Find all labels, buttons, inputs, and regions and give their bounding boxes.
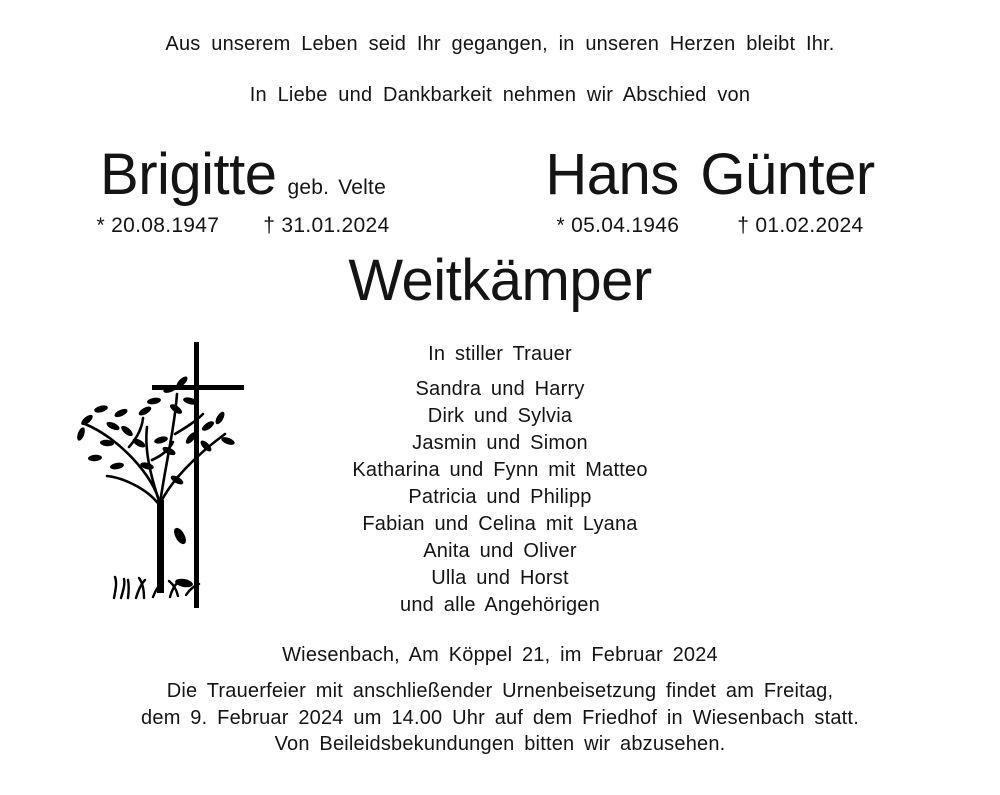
deceased-left-maiden-name: geb. Velte — [287, 176, 386, 199]
mourner-line: Sandra und Harry — [415, 378, 585, 400]
deceased-right-name: Hans Günter — [545, 142, 875, 207]
mourner-line: Fabian und Celina mit Lyana — [362, 513, 638, 535]
deceased-left-block — [78, 142, 408, 238]
address-date-line: Wiesenbach, Am Köppel 21, im Februar 2024 — [282, 644, 718, 666]
mourner-line: Dirk und Sylvia — [427, 405, 573, 427]
funeral-info — [0, 678, 1000, 731]
deceased-left-death-date: † 31.01.2024 — [263, 214, 390, 237]
deceased-right-birth-date: * 05.04.1946 — [556, 214, 680, 237]
epigraph-line: Aus unserem Leben seid Ihr gegangen, in unseren Herzen bleibt Ihr. — [165, 33, 835, 55]
deceased-left-name: Brigitte — [100, 142, 277, 207]
funeral-info-line1: Die Trauerfeier mit anschließender Urnenbeisetzung findet am Freitag, — [166, 680, 834, 702]
farewell-line: In Liebe und Dankbarkeit nehmen wir Abschied von — [249, 84, 751, 106]
deceased-right-name-row — [528, 142, 892, 207]
mourner-line: Patricia und Philipp — [408, 486, 592, 508]
deceased-left-name-row — [78, 142, 408, 207]
mourner-line: Katharina und Fynn mit Matteo — [352, 459, 648, 481]
funeral-info-line2: dem 9. Februar 2024 um 14.00 Uhr auf dem Friedhof in Wiesenbach statt. — [141, 706, 859, 729]
mourner-line: Jasmin und Simon — [412, 432, 588, 454]
condolence-line: Von Beileidsbekundungen bitten wir abzusehen. — [274, 733, 726, 755]
mourning-section — [0, 341, 1000, 619]
deceased-left-dates — [78, 214, 408, 238]
mourning-intro: In stiller Trauer — [428, 343, 572, 365]
mourner-line: Ulla und Horst — [431, 567, 569, 589]
deceased-right-block — [528, 142, 892, 238]
mourner-line: und alle Angehörigen — [400, 594, 600, 616]
family-name: Weitkämper — [348, 248, 652, 313]
mourner-line: Anita und Oliver — [423, 540, 577, 562]
deceased-right-death-date: † 01.02.2024 — [737, 214, 864, 237]
deceased-left-birth-date: * 20.08.1947 — [96, 214, 220, 237]
deceased-right-dates — [528, 214, 892, 238]
